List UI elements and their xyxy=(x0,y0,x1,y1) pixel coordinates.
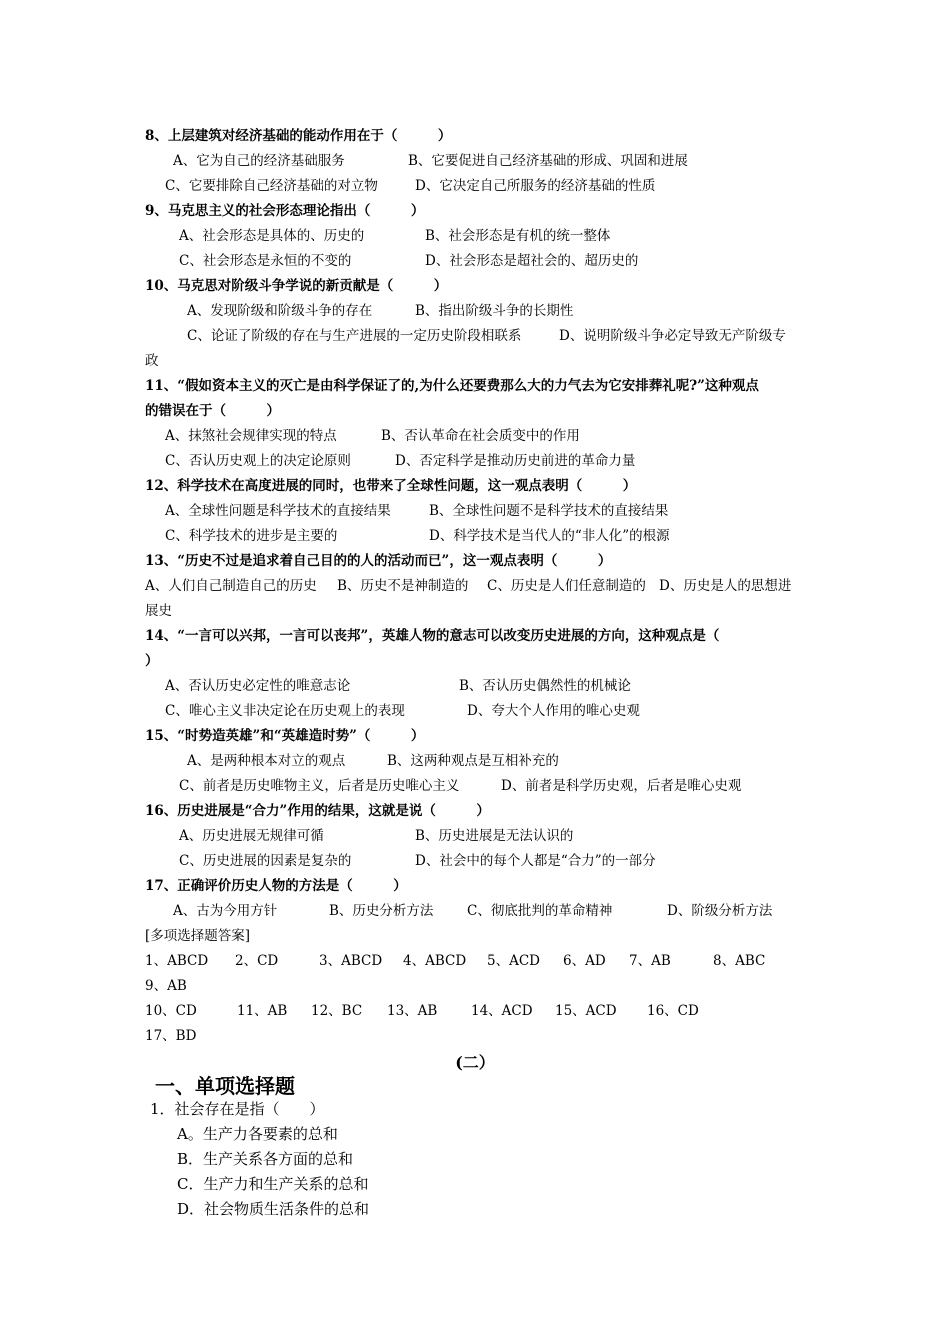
option-c: C、科学技术的进步是主要的 xyxy=(165,528,338,544)
section-title: 一、单项选择题 xyxy=(155,1074,295,1098)
option-b: B、否认历史偶然性的机械论 xyxy=(459,678,631,694)
option-d: D、阶级分析方法 xyxy=(667,903,773,919)
option-b: B．生产关系各方面的总和 xyxy=(177,1150,354,1168)
option-a: A、发现阶级和阶级斗争的存在 xyxy=(187,303,373,319)
option-d: D、否定科学是推动历史前进的革命力量 xyxy=(395,453,636,469)
option-d: D、前者是科学历史观，后者是唯心史观 xyxy=(501,778,742,794)
option-d: D、历史是人的思想进 xyxy=(659,578,792,594)
option-a: A、人们自己制造自己的历史 xyxy=(145,578,317,594)
option-c: C、否认历史观上的决定论原则 xyxy=(165,453,351,469)
option-a: A、古为今用方针 xyxy=(173,903,278,919)
answer-item: 7、AB xyxy=(629,953,671,969)
option-a: A、是两种根本对立的观点 xyxy=(187,753,346,769)
question-12-stem: 12、科学技术在高度进展的同时，也带来了全球性问题，这一观点表明（ ） xyxy=(145,478,637,494)
answer-item: 2、CD xyxy=(235,953,279,969)
question-14-stem-2: ） xyxy=(145,653,159,669)
option-a: A、历史进展无规律可循 xyxy=(179,828,324,844)
option-c: C、它要排除自己经济基础的对立物 xyxy=(165,178,378,194)
answer-item: 1、ABCD xyxy=(145,953,209,969)
answer-item: 6、AD xyxy=(563,953,606,969)
answer-item: 9、AB xyxy=(145,978,187,994)
option-b: B、指出阶级斗争的长期性 xyxy=(415,303,574,319)
question-11-stem-2: 的错误在于（ ） xyxy=(145,403,280,419)
answer-item: 10、CD xyxy=(145,1003,197,1019)
option-c: C．生产力和生产关系的总和 xyxy=(177,1175,369,1193)
answer-item: 4、ABCD xyxy=(403,953,467,969)
option-d: D、科学技术是当代人的“非人化”的根源 xyxy=(429,528,670,544)
question-13-stem: 13、“历史不过是追求着自己目的的人的活动而已”，这一观点表明（ ） xyxy=(145,553,612,569)
option-c: C、社会形态是永恒的不变的 xyxy=(179,253,352,269)
option-a: A。生产力各要素的总和 xyxy=(177,1125,338,1143)
question-9-stem: 9、马克思主义的社会形态理论指出（ ） xyxy=(145,203,425,219)
answer-item: 17、BD xyxy=(145,1028,197,1044)
option-a: A、社会形态是具体的、历史的 xyxy=(179,228,365,244)
option-d: D、说明阶级斗争必定导致无产阶级专 xyxy=(559,328,786,344)
option-d: D、社会中的每个人都是“合力”的一部分 xyxy=(415,853,656,869)
question-10-stem: 10、马克思对阶级斗争学说的新贡献是（ ） xyxy=(145,278,448,294)
option-a: A、它为自己的经济基础服务 xyxy=(173,153,345,169)
question-16-stem: 16、历史进展是“合力”作用的结果，这就是说（ ） xyxy=(145,803,490,819)
answer-item: 12、BC xyxy=(311,1003,363,1019)
question-17-stem: 17、正确评价历史人物的方法是（ ） xyxy=(145,878,407,894)
option-a: A、抹煞社会规律实现的特点 xyxy=(165,428,337,444)
question-10-wrap: 政 xyxy=(145,353,159,369)
option-d: D．社会物质生活条件的总和 xyxy=(177,1200,370,1218)
question-15-stem: 15、“时势造英雄”和“英雄造时势”（ ） xyxy=(145,728,425,744)
option-b: B、否认革命在社会质变中的作用 xyxy=(381,428,580,444)
option-b: B、社会形态是有机的统一整体 xyxy=(425,228,611,244)
option-d: D、它决定自己所服务的经济基础的性质 xyxy=(415,178,656,194)
option-c: C、历史是人们任意制造的 xyxy=(487,578,646,594)
option-b: B、历史分析方法 xyxy=(329,903,434,919)
answer-item: 15、ACD xyxy=(555,1003,617,1019)
option-c: C、彻底批判的革命精神 xyxy=(467,903,613,919)
option-c: C、历史进展的因素是复杂的 xyxy=(179,853,352,869)
question-11-stem: 11、“假如资本主义的灭亡是由科学保证了的,为什么还要费那么大的力气去为它安排葬礼呢?”这种观点 xyxy=(145,378,759,394)
question-8-stem: 8、上层建筑对经济基础的能动作用在于（ ） xyxy=(145,128,452,144)
answer-item: 11、AB xyxy=(237,1003,288,1019)
answer-item: 5、ACD xyxy=(487,953,540,969)
option-c: C、前者是历史唯物主义，后者是历史唯心主义 xyxy=(179,778,460,794)
question-1-stem: 1．社会存在是指（ ） xyxy=(150,1100,325,1118)
option-a: A、否认历史必定性的唯意志论 xyxy=(165,678,351,694)
answer-item: 3、ABCD xyxy=(319,953,383,969)
answer-item: 16、CD xyxy=(647,1003,699,1019)
answers-heading: [多项选择题答案] xyxy=(145,928,251,944)
option-c: C、唯心主义非决定论在历史观上的表现 xyxy=(165,703,405,719)
option-a: A、全球性问题是科学技术的直接结果 xyxy=(165,503,391,519)
option-c: C、论证了阶级的存在与生产进展的一定历史阶段相联系 xyxy=(187,328,522,344)
option-d: D、社会形态是超社会的、超历史的 xyxy=(425,253,639,269)
question-14-stem: 14、“一言可以兴邦，一言可以丧邦”，英雄人物的意志可以改变历史进展的方向，这种观点是（ xyxy=(145,628,720,644)
answer-item: 13、AB xyxy=(387,1003,438,1019)
question-13-wrap: 展史 xyxy=(145,603,172,619)
option-d: D、夸大个人作用的唯心史观 xyxy=(467,703,640,719)
option-b: B、这两种观点是互相补充的 xyxy=(387,753,559,769)
option-b: B、历史进展是无法认识的 xyxy=(415,828,574,844)
answer-item: 8、ABC xyxy=(713,953,766,969)
part-two-title: (二） xyxy=(455,1053,495,1072)
option-b: B、历史不是神制造的 xyxy=(337,578,469,594)
option-b: B、它要促进自己经济基础的形成、巩固和进展 xyxy=(408,153,688,169)
option-b: B、全球性问题不是科学技术的直接结果 xyxy=(429,503,669,519)
answer-item: 14、ACD xyxy=(471,1003,533,1019)
